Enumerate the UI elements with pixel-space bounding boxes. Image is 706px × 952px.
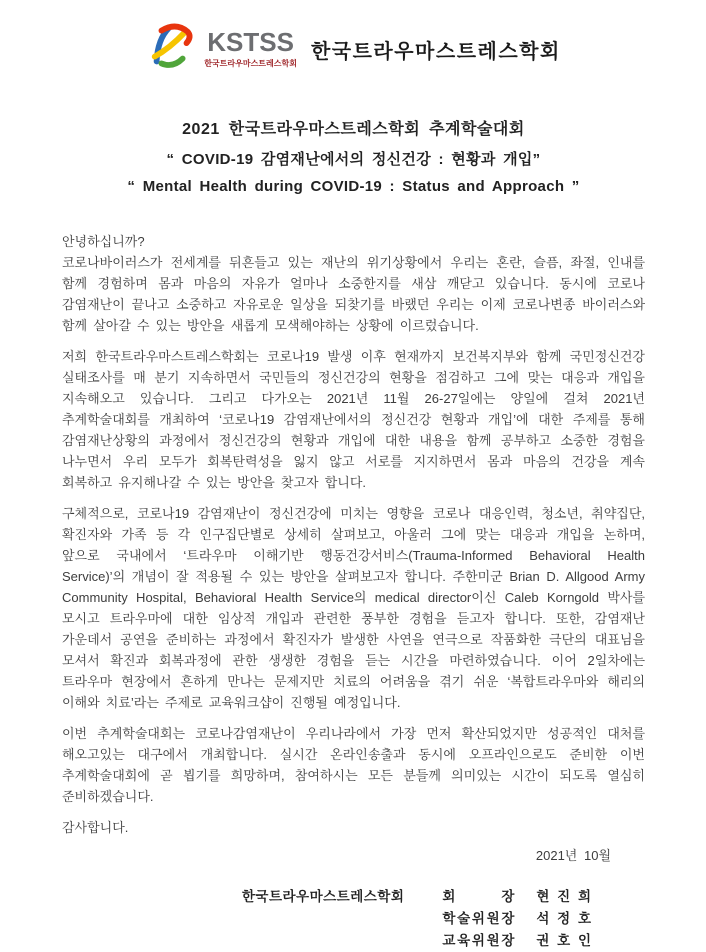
signature-row [442,886,593,908]
signature-role-title: 회 장 [442,889,515,904]
conference-title: 2021 한국트라우마스트레스학회 추계학술대회 [182,121,525,138]
signature-row [442,908,593,930]
logo-subtext: 한국트라우마스트레스학회 [204,59,297,68]
body-paragraph: 구체적으로, 코로나19 감염재난이 정신건강에 미치는 영향을 코로나 대응인력, 청소년, 취약집단, 확진자와 가족 등 각 인구집단별로 상세히 살펴보고, 아울러 그에 맞는 대응과 개입을 논하며, 앞으로 국내에서 ‘트라우마 이해기반 행동건강서비스(Trauma-Informed Behavioral Health Service)’의 개념이 잘 적용될 수 있는 방안을 살펴보고자 합니다. 주한미군 Brian D. Allgood Army Community Hospital, Behavioral Health Service의 medical director이신 Caleb Korngold 박사를 모시고 트라우마에 대한 임상적 개입과 관련한 풍부한 경험을 듣고자 합니다. 또한, 감염재난 가운데서 공연을 준비하는 과정에서 확진자가 발생한 사연을 연극으로 작품화한 극단의 대표님을 모셔서 확진과 회복과정에 관한 생생한 경험을 듣는 시간을 마련하였습니다. 이어 2일차에는 트라우마 현장에서 흔하게 만나는 문제지만 치료의 어려움을 겪기 쉬운 ‘복합트라우마와 해리의 이해와 치료’라는 주제로 교육워크샵이 진행될 예정입니다. [62,506,645,710]
logo-acronym: KSTSS [207,27,294,57]
signature-person-name: 현 진 희 [536,889,593,904]
greeting: 안녕하십니까? [62,234,145,249]
date: 2021년 10월 [535,848,611,863]
signature-org: 한국트라우마스트레스학회 [241,889,405,904]
body-paragraph: 코로나바이러스가 전세계를 뒤흔들고 있는 재난의 위기상황에서 우리는 혼란, 슬픔, 좌절, 인내를 함께 경험하며 몸과 마음의 자유가 얼마나 소중한지를 새삼 깨닫고 있습니다. 동시에 코로나 감염재난이 끝나고 소중하고 자유로운 일상을 되찾기를 바랬던 우리는 이제 코로나변종 바이러스와 함께 살아갈 수 있는 방안을 새롭게 모색해야하는 상황에 이르렀습니다. [62,255,645,333]
signature-person-name: 석 정 호 [536,911,593,926]
closing: 감사합니다. [62,820,129,835]
kstss-logo-icon [146,20,200,74]
body-paragraphs [62,252,645,807]
signature-row [442,930,593,952]
organization-name: 한국트라우마스트레스학회 [310,40,561,63]
conference-subtitle-korean: “ COVID-19 감염재난에서의 정신건강 : 현황과 개입” [166,151,541,168]
signature-roles [442,886,593,952]
body-paragraph: 이번 추계학술대회는 코로나감염재난이 우리나라에서 가장 먼저 확산되었지만 성공적인 대처를 해오고있는 대구에서 개최합니다. 실시간 온라인송출과 동시에 오프라인으로도 준비한 이번 추계학술대회에 곧 뵙기를 희망하며, 참여하시는 모든 분들께 의미있는 시간이 되도록 열심히 준비하겠습니다. [62,726,645,804]
conference-subtitle-english: “ Mental Health during COVID-19 : Status and Approach ” [127,178,580,195]
title-block [62,116,645,195]
header [62,16,645,78]
kstss-logo [146,20,297,74]
signature-person-name: 권 호 인 [536,933,593,948]
body-block [62,231,645,838]
signature-block [62,886,645,952]
logo-wordmark [204,29,297,69]
signature-role-title: 교 육 위 원 장 [442,933,515,948]
body-paragraph: 저희 한국트라우마스트레스학회는 코로나19 발생 이후 현재까지 보건복지부와 함께 국민정신건강 실태조사를 매 분기 지속하면서 국민들의 정신건강의 현황을 점검하고 그에 맞는 대응과 개입을 지속해오고 있습니다. 그리고 다가오는 2021년 11월 26-27일에는 양일에 걸쳐 2021년 추계학술대회를 개최하여 ‘코로나19 감염재난에서의 정신건강 현황과 개입’에 대한 주제를 통해 감염재난상황의 과정에서 정신건강의 현황과 개입에 대한 내용을 함께 공부하고 소중한 경험을 나누면서 우리 모두가 회복탄력성을 잃지 않고 서로를 지지하면서 몸과 마음의 건강을 계속 회복하고 유지해나갈 수 있는 방안을 찾고자 합니다. [62,349,645,490]
signature-role-title: 학 술 위 원 장 [442,911,515,926]
